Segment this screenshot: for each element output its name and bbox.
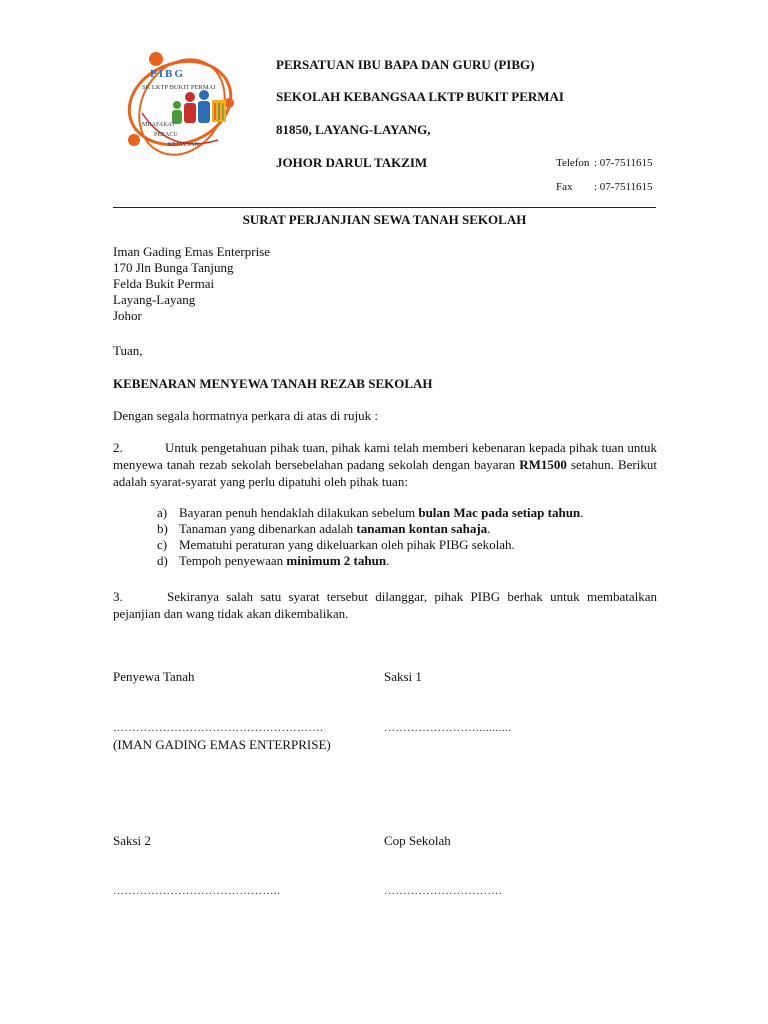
saksi2-signature-line: …………………………………….. bbox=[113, 885, 281, 897]
salutation: Tuan, bbox=[113, 343, 143, 358]
address-line: 170 Jln Bunga Tanjung bbox=[113, 260, 234, 275]
logo-school: SK LKTP BUKIT PERMAI bbox=[142, 84, 216, 91]
list-item bbox=[157, 553, 583, 569]
pibg-logo-graphic bbox=[120, 45, 245, 167]
penyewa-name: (IMAN GADING EMAS ENTERPRISE) bbox=[113, 737, 331, 752]
logo-abbr: PIBG bbox=[150, 68, 185, 80]
rent-amount: RM1500 bbox=[519, 457, 567, 472]
item-bold-text: bulan Mac pada setiap tahun bbox=[418, 505, 581, 520]
telefon-value: : 07-7511615 bbox=[594, 157, 653, 169]
svg-text:PERACU: PERACU bbox=[154, 132, 178, 138]
address-line: Layang-Layang bbox=[113, 292, 196, 307]
penyewa-label: Penyewa Tanah bbox=[113, 669, 195, 684]
paragraph-number: 2. bbox=[113, 440, 123, 455]
header-org: PERSATUAN IBU BAPA DAN GURU (PIBG) bbox=[276, 57, 535, 72]
pibg-logo bbox=[120, 45, 245, 167]
header-school: SEKOLAH KEBANGSAA LKTP BUKIT PERMAI bbox=[276, 89, 564, 104]
conditions-list bbox=[157, 505, 583, 569]
saksi1-label: Saksi 1 bbox=[384, 669, 422, 684]
recipient-address bbox=[113, 244, 270, 324]
item-text-end: . bbox=[580, 505, 584, 520]
paragraph-3 bbox=[113, 588, 657, 622]
paragraph-2 bbox=[113, 439, 657, 490]
letter-subject: KEBENARAN MENYEWA TANAH REZAB SEKOLAH bbox=[113, 376, 433, 391]
header-postcode: 81850, LAYANG-LAYANG, bbox=[276, 122, 431, 137]
saksi1-signature-line: ……………………........... bbox=[384, 722, 512, 734]
svg-text:KEJAYAAN: KEJAYAAN bbox=[168, 142, 199, 148]
item-bold-text: minimum 2 tahun bbox=[286, 553, 387, 568]
telefon-label: Telefon bbox=[556, 157, 590, 169]
item-text: Bayaran penuh hendaklah dilakukan sebelum bbox=[179, 505, 419, 520]
paragraph-text: Sekiranya salah satu syarat tersebut dilanggar, pihak PIBG berhak untuk membatalkan pejanjian dan wang tidak akan dikembalikan. bbox=[113, 589, 657, 621]
item-text-end: . bbox=[487, 521, 491, 536]
saksi2-label: Saksi 2 bbox=[113, 833, 151, 848]
item-bold-text: tanaman kontan sahaja bbox=[356, 521, 488, 536]
address-line: Iman Gading Emas Enterprise bbox=[113, 244, 271, 259]
penyewa-signature-line: ………………………………………………. bbox=[113, 722, 324, 734]
list-marker: c) bbox=[157, 537, 168, 552]
paragraph-text: Untuk pengetahuan pihak tuan, pihak kami telah memberi kebenaran kepada pihak tuan untuk menyewa tanah rezab sekolah bersebelahan padang sekolah dengan bayaran bbox=[113, 440, 657, 472]
item-text-end: . bbox=[386, 553, 390, 568]
list-item bbox=[157, 521, 583, 537]
intro-line: Dengan segala hormatnya perkara di atas di rujuk : bbox=[113, 408, 378, 423]
list-marker: b) bbox=[157, 521, 168, 536]
list-item bbox=[157, 505, 583, 521]
address-line: Felda Bukit Permai bbox=[113, 276, 215, 291]
list-item bbox=[157, 537, 583, 553]
paragraph-text: setahun. Berikut adalah syarat-syarat yang perlu dipatuhi oleh pihak tuan: bbox=[113, 457, 657, 489]
address-line: Johor bbox=[113, 308, 142, 323]
header-divider bbox=[113, 207, 656, 208]
item-text: Mematuhi peraturan yang dikeluarkan oleh pihak PIBG sekolah. bbox=[179, 537, 515, 552]
letter-title: SURAT PERJANJIAN SEWA TANAH SEKOLAH bbox=[242, 212, 527, 227]
list-marker: d) bbox=[157, 553, 168, 568]
list-marker: a) bbox=[157, 505, 168, 520]
header-state: JOHOR DARUL TAKZIM bbox=[276, 155, 428, 170]
cop-sekolah-line: …………………………. bbox=[384, 885, 503, 897]
fax-label: Fax bbox=[556, 181, 573, 193]
cop-sekolah-label: Cop Sekolah bbox=[384, 833, 451, 848]
fax-value: : 07-7511615 bbox=[594, 181, 653, 193]
item-text: Tempoh penyewaan bbox=[179, 553, 287, 568]
item-text: Tanaman yang dibenarkan adalah bbox=[179, 521, 357, 536]
paragraph-number: 3. bbox=[113, 589, 123, 604]
svg-text:MUAFAKAT: MUAFAKAT bbox=[142, 122, 175, 128]
